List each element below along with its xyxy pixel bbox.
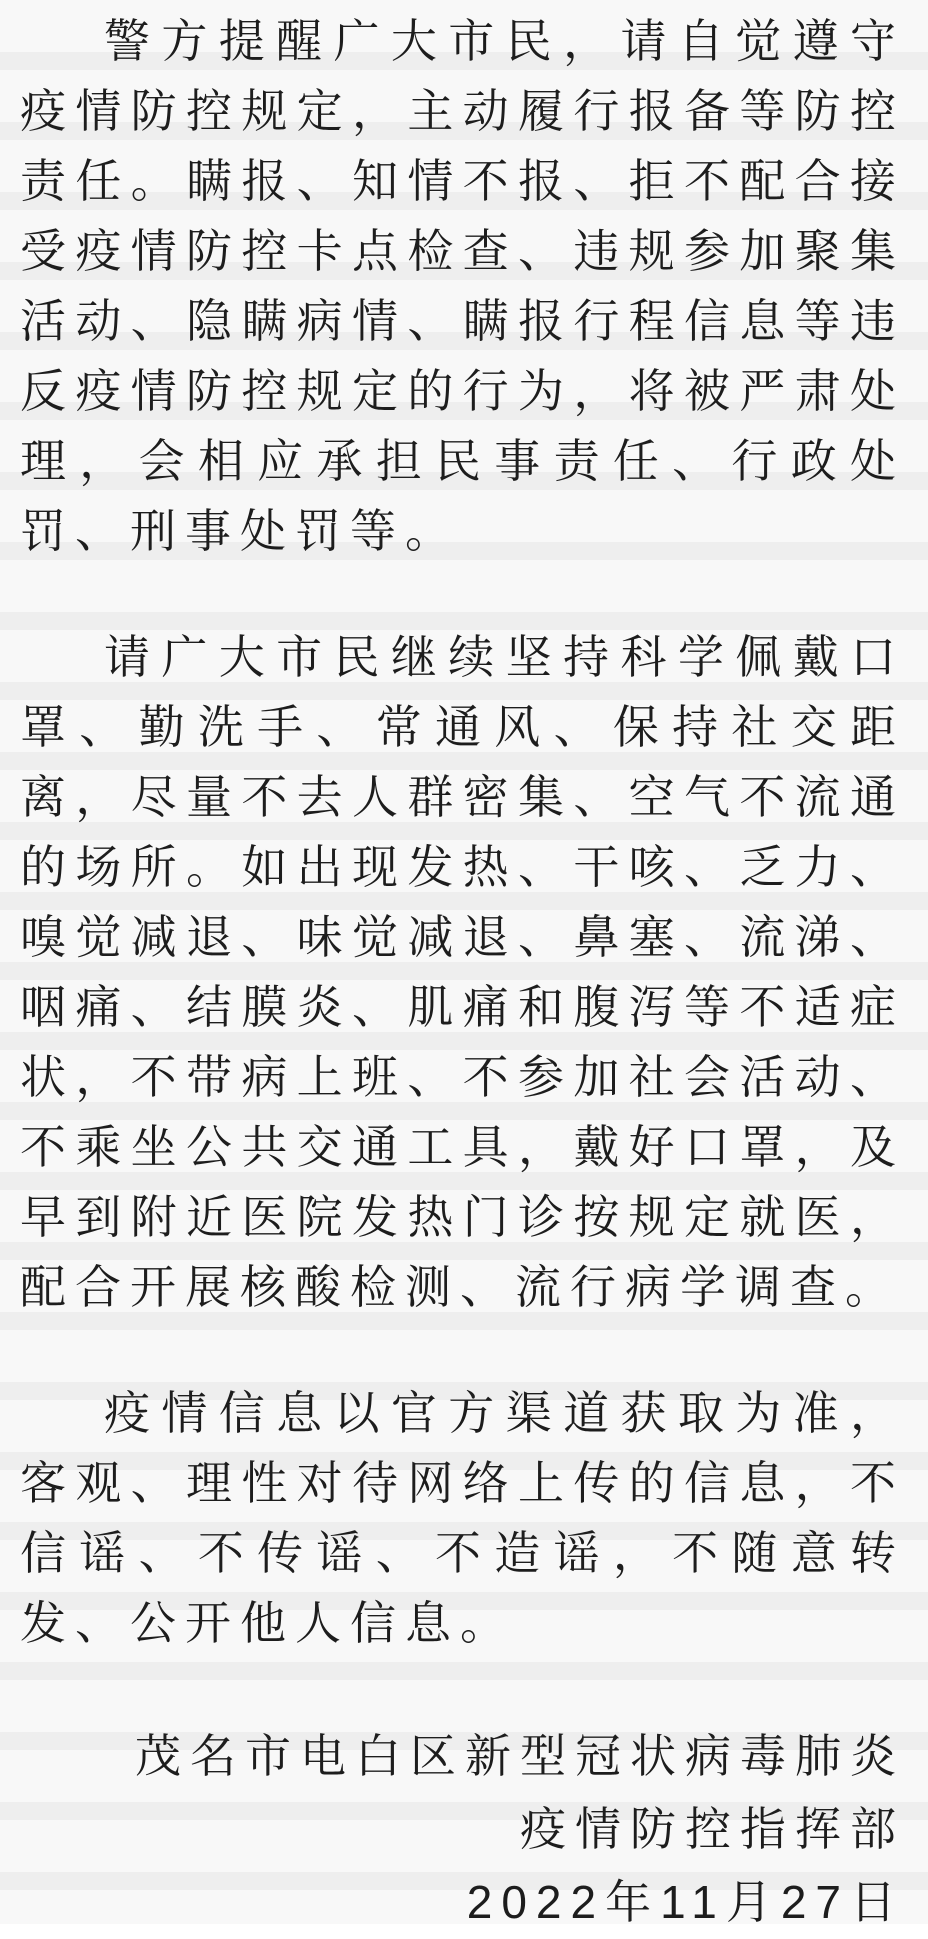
signature-org-line-1: 茂名市电白区新型冠状病毒肺炎 bbox=[135, 1730, 905, 1782]
signature-org-line-2: 疫情防控指挥部 bbox=[520, 1803, 905, 1855]
signature-date: 2022年11月27日 bbox=[466, 1876, 905, 1928]
notice-paragraph-health-advice: 请广大市民继续坚持科学佩戴口罩、勤洗手、常通风、保持社交距离，尽量不去人群密集、空气不流通的场所。如出现发热、干咳、乏力、嗅觉减退、味觉减退、鼻塞、流涕、咽痛、结膜炎、肌痛和腹泻等不适症状，不带病上班、不参加社会活动、不乘坐公共交通工具，戴好口罩，及早到附近医院发热门诊按规定就医，配合开展核酸检测、流行病学调查。 bbox=[20, 631, 905, 1313]
signature-block bbox=[20, 1720, 905, 1939]
notice-paragraph-information-rumors: 疫情信息以官方渠道获取为准，客观、理性对待网络上传的信息，不信谣、不传谣、不造谣，不随意转发、公开他人信息。 bbox=[20, 1387, 905, 1649]
notice-paragraph-police-reminder: 警方提醒广大市民，请自觉遵守疫情防控规定，主动履行报备等防控责任。瞒报、知情不报、拒不配合接受疫情防控卡点检查、违规参加聚集活动、隐瞒病情、瞒报行程信息等违反疫情防控规定的行为，将被严肃处理，会相应承担民事责任、行政处罚、刑事处罚等。 bbox=[20, 15, 905, 557]
